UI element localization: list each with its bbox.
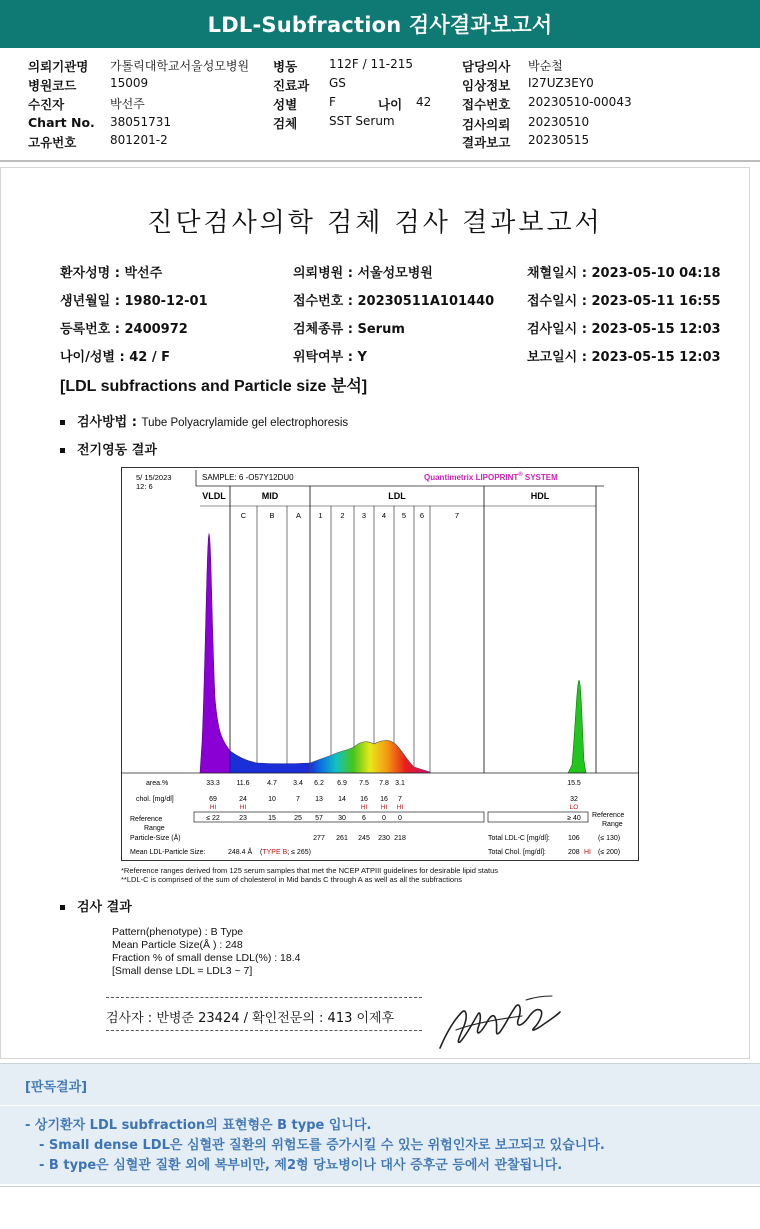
- report-title: 진단검사의학 검체 검사 결과보고서: [147, 208, 603, 238]
- electrophoresis-svg: [122, 468, 638, 860]
- total-chol-label: Total Chol. [mg/dl]:: [488, 849, 546, 856]
- chol-flag: HI: [380, 804, 388, 811]
- chol-value: 10: [268, 796, 276, 803]
- ref-value: ≤ 22: [206, 815, 220, 822]
- signature-rule: [106, 997, 422, 998]
- ref-value: 30: [338, 815, 346, 822]
- particle-size-value: 245: [358, 835, 370, 842]
- info-value: I27UZ3EY0: [528, 76, 594, 90]
- patient-field: 검체종류 : Serum: [293, 322, 405, 337]
- info-label: 병원코드: [28, 78, 77, 93]
- info-label: 담당의사: [462, 59, 511, 74]
- chol-value: 13: [315, 796, 323, 803]
- area-value: 3.4: [293, 780, 303, 787]
- ref-value: 23: [239, 815, 247, 822]
- footnote: **LDL-C is comprised of the sum of cholesterol in Mid bands C through A as well as all the subfractions: [121, 875, 463, 884]
- type-value: TYPE B: [262, 849, 288, 856]
- chol-flag: HI: [396, 804, 404, 811]
- total-ldl-label: Total LDL-C [mg/dl]:: [488, 835, 550, 842]
- ref-value: 57: [315, 815, 323, 822]
- method-line: [60, 411, 348, 430]
- total-chol-flag: HI: [584, 849, 591, 856]
- ref-value: 6: [362, 815, 366, 822]
- total-chol-ref: (≤ 200): [598, 849, 621, 856]
- info-value: 42: [416, 95, 432, 109]
- band-label: 2: [340, 511, 345, 520]
- total-chol-value: 208: [568, 849, 580, 856]
- patient-field: 환자성명 : 박선주: [60, 266, 163, 281]
- bullet-icon: [60, 905, 65, 910]
- info-label: 검체: [273, 116, 298, 131]
- group-label: LDL: [388, 491, 406, 501]
- info-label: Chart No.: [28, 115, 95, 130]
- info-value: GS: [329, 76, 346, 90]
- info-label: 의뢰기관명: [28, 59, 89, 74]
- chol-flag: LO: [569, 804, 579, 811]
- info-label: 고유번호: [28, 135, 77, 150]
- ref-label: Reference: [130, 816, 163, 823]
- area-value: 7.8: [379, 780, 389, 787]
- area-value: 6.2: [314, 780, 324, 787]
- ldl-peak: [310, 740, 430, 773]
- band-label: 1: [318, 511, 323, 520]
- band-label: C: [240, 511, 247, 520]
- band-label: 3: [361, 511, 367, 520]
- chol-row-label: chol. [mg/dl]: [136, 796, 174, 803]
- ref-label: Range: [144, 825, 165, 832]
- patient-field: 등록번호 : 2400972: [60, 322, 188, 337]
- bullet-icon: [60, 420, 65, 425]
- band-labels: [202, 491, 549, 520]
- ref-value: 0: [398, 815, 402, 822]
- type-close: ; ≤ 265): [287, 849, 311, 856]
- area-row-label: area.%: [146, 780, 169, 787]
- info-label: 검사의뢰: [462, 117, 511, 132]
- chart-system-name: [424, 471, 558, 482]
- info-value: 박순철: [528, 59, 563, 73]
- report-header-title: LDL-Subfraction 검사결과보고서: [207, 13, 553, 37]
- particle-size-value: 218: [394, 835, 406, 842]
- particle-size-value: 261: [336, 835, 348, 842]
- area-value: 3.1: [395, 780, 405, 787]
- patient-field: 검사일시 : 2023-05-15 12:03: [527, 322, 721, 337]
- info-value: 가톨릭대학교서울성모병원: [110, 59, 250, 73]
- info-value: 20230515: [528, 133, 590, 147]
- interpretation-heading: [판독결과]: [25, 1080, 88, 1095]
- chol-value: 24: [239, 796, 247, 803]
- chart-grid: [200, 486, 596, 773]
- info-value: F: [329, 95, 336, 109]
- interpretation-line: - Small dense LDL은 심혈관 질환의 위험도를 증가시킬 수 있는 위험인자로 보고되고 있습니다.: [39, 1138, 605, 1153]
- result-line: Fraction % of small dense LDL(%) : 18.4: [112, 952, 301, 964]
- electro-heading: [60, 439, 157, 458]
- group-label: VLDL: [202, 491, 226, 501]
- signature-image: [432, 990, 564, 1056]
- info-label: 결과보고: [462, 135, 511, 150]
- info-value: SST Serum: [329, 114, 395, 128]
- result-label: 검사 결과: [77, 900, 132, 915]
- vldl-peak: [200, 533, 230, 773]
- electrophoresis-chart: [121, 467, 639, 861]
- info-label: 성별: [273, 97, 298, 112]
- patient-field: 접수일시 : 2023-05-11 16:55: [527, 294, 721, 309]
- ref-value: 0: [382, 815, 386, 822]
- chol-value: 16: [380, 796, 388, 803]
- method-value: Tube Polyacrylamide gel electrophoresis: [141, 417, 349, 429]
- band-label: 6: [419, 511, 425, 520]
- ref-side-label: Range: [602, 821, 623, 828]
- info-label: 진료과: [273, 78, 310, 93]
- group-label: HDL: [530, 491, 550, 501]
- chol-value: 69: [209, 796, 217, 803]
- result-heading: [60, 896, 132, 915]
- band-label: B: [269, 511, 275, 520]
- info-label: 접수번호: [462, 97, 511, 112]
- band-label: 4: [381, 511, 387, 520]
- info-label: 병동: [273, 59, 298, 74]
- patient-field: 채혈일시 : 2023-05-10 04:18: [527, 266, 721, 281]
- info-value: 박선주: [110, 97, 145, 111]
- type-open: (: [260, 849, 263, 856]
- chol-value: 7: [296, 796, 300, 803]
- patient-field: 접수번호 : 20230511A101440: [293, 294, 495, 309]
- mid-peak: [230, 751, 310, 773]
- patient-field: 위탁여부 : Y: [293, 350, 367, 365]
- page-bottom-rule: [0, 1186, 760, 1187]
- band-label: 5: [401, 511, 407, 520]
- patient-field: 나이/성별 : 42 / F: [60, 350, 171, 365]
- particle-size-label: Particle-Size (Å): [130, 835, 181, 842]
- interpretation-header: [0, 1063, 760, 1105]
- chol-value: 7: [398, 796, 402, 803]
- particle-size-value: 230: [378, 835, 390, 842]
- electro-label: 전기영동 결과: [77, 443, 157, 458]
- mean-size-type: [260, 849, 311, 856]
- method-label: 검사방법 :: [77, 415, 142, 430]
- total-ldl-value: 106: [568, 835, 580, 842]
- result-line: [Small dense LDL = LDL3 ~ 7]: [112, 965, 253, 977]
- interpretation-body: [0, 1106, 760, 1184]
- chol-flag: HI: [209, 804, 217, 811]
- chart-time: 12: 6: [136, 482, 153, 491]
- total-ldl-ref: (≤ 130): [598, 835, 621, 842]
- chol-flag: HI: [360, 804, 368, 811]
- info-value: 38051731: [110, 115, 172, 129]
- particle-size-value: 277: [313, 835, 325, 842]
- area-value: 33.3: [206, 780, 220, 787]
- info-label: 임상정보: [462, 78, 511, 93]
- info-value: 801201-2: [110, 133, 168, 147]
- group-label: MID: [261, 491, 279, 501]
- interpretation-line: - 상기환자 LDL subfraction의 표현형은 B type 입니다.: [25, 1118, 372, 1133]
- mean-size-label: Mean LDL-Particle Size:: [130, 849, 206, 856]
- band-label: 7: [454, 511, 460, 520]
- signature-rule: [106, 1030, 422, 1031]
- hdl-peak: [568, 680, 586, 773]
- ref-value: 15: [268, 815, 276, 822]
- chol-value: 32: [570, 796, 578, 803]
- interpretation-line: - B type은 심혈관 질환 외에 복부비만, 제2형 당뇨병이나 대사 증후군 등에서 관찰됩니다.: [39, 1158, 563, 1173]
- report-header-bar: [0, 0, 760, 48]
- info-label: 수진자: [28, 97, 65, 112]
- chol-flag: HI: [239, 804, 247, 811]
- info-value: 112F / 11-215: [329, 57, 413, 71]
- band-label: A: [295, 511, 302, 520]
- chol-value: 14: [338, 796, 346, 803]
- result-line: Mean Particle Size(Å ) : 248: [112, 939, 243, 951]
- result-line: Pattern(phenotype) : B Type: [112, 926, 244, 938]
- system-name: Quantimetrix LIPOPRINT: [424, 473, 519, 482]
- patient-info-block: [0, 49, 760, 162]
- patient-field: 생년월일 : 1980-12-01: [60, 294, 208, 309]
- chart-date: 5/ 15/2023: [136, 473, 172, 482]
- patient-field: 보고일시 : 2023-05-15 12:03: [527, 350, 721, 365]
- examiner-line: 검사자 : 반병준 23424 / 확인전문의 : 413 이제후: [106, 1011, 395, 1026]
- data-table: [136, 780, 581, 842]
- info-value: 20230510-00043: [528, 95, 632, 109]
- system-mark: ®: [518, 472, 523, 478]
- area-value: 4.7: [267, 780, 277, 787]
- bullet-icon: [60, 448, 65, 453]
- system-suffix: SYSTEM: [522, 473, 558, 482]
- area-value: 15.5: [567, 780, 581, 787]
- info-value: 15009: [110, 76, 149, 90]
- area-value: 7.5: [359, 780, 369, 787]
- section-heading: [LDL subfractions and Particle size 분석]: [60, 378, 368, 395]
- patient-field: 의뢰병원 : 서울성모병원: [293, 266, 433, 281]
- info-value: 20230510: [528, 115, 590, 129]
- footnote: *Reference ranges derived from 125 serum samples that met the NCEP ATPIII guidelines for desirable lipid status: [121, 866, 498, 875]
- area-value: 11.6: [236, 780, 250, 787]
- chart-sample: SAMPLE: 6 -O57Y12DU0: [202, 473, 294, 482]
- ref-side-label: Reference: [592, 812, 625, 819]
- mean-size-value: 248.4 Å: [228, 849, 253, 856]
- ref-value: ≥ 40: [567, 815, 581, 822]
- info-label: 나이: [378, 97, 403, 112]
- area-value: 6.9: [337, 780, 347, 787]
- chol-value: 16: [360, 796, 368, 803]
- ref-value: 25: [294, 815, 302, 822]
